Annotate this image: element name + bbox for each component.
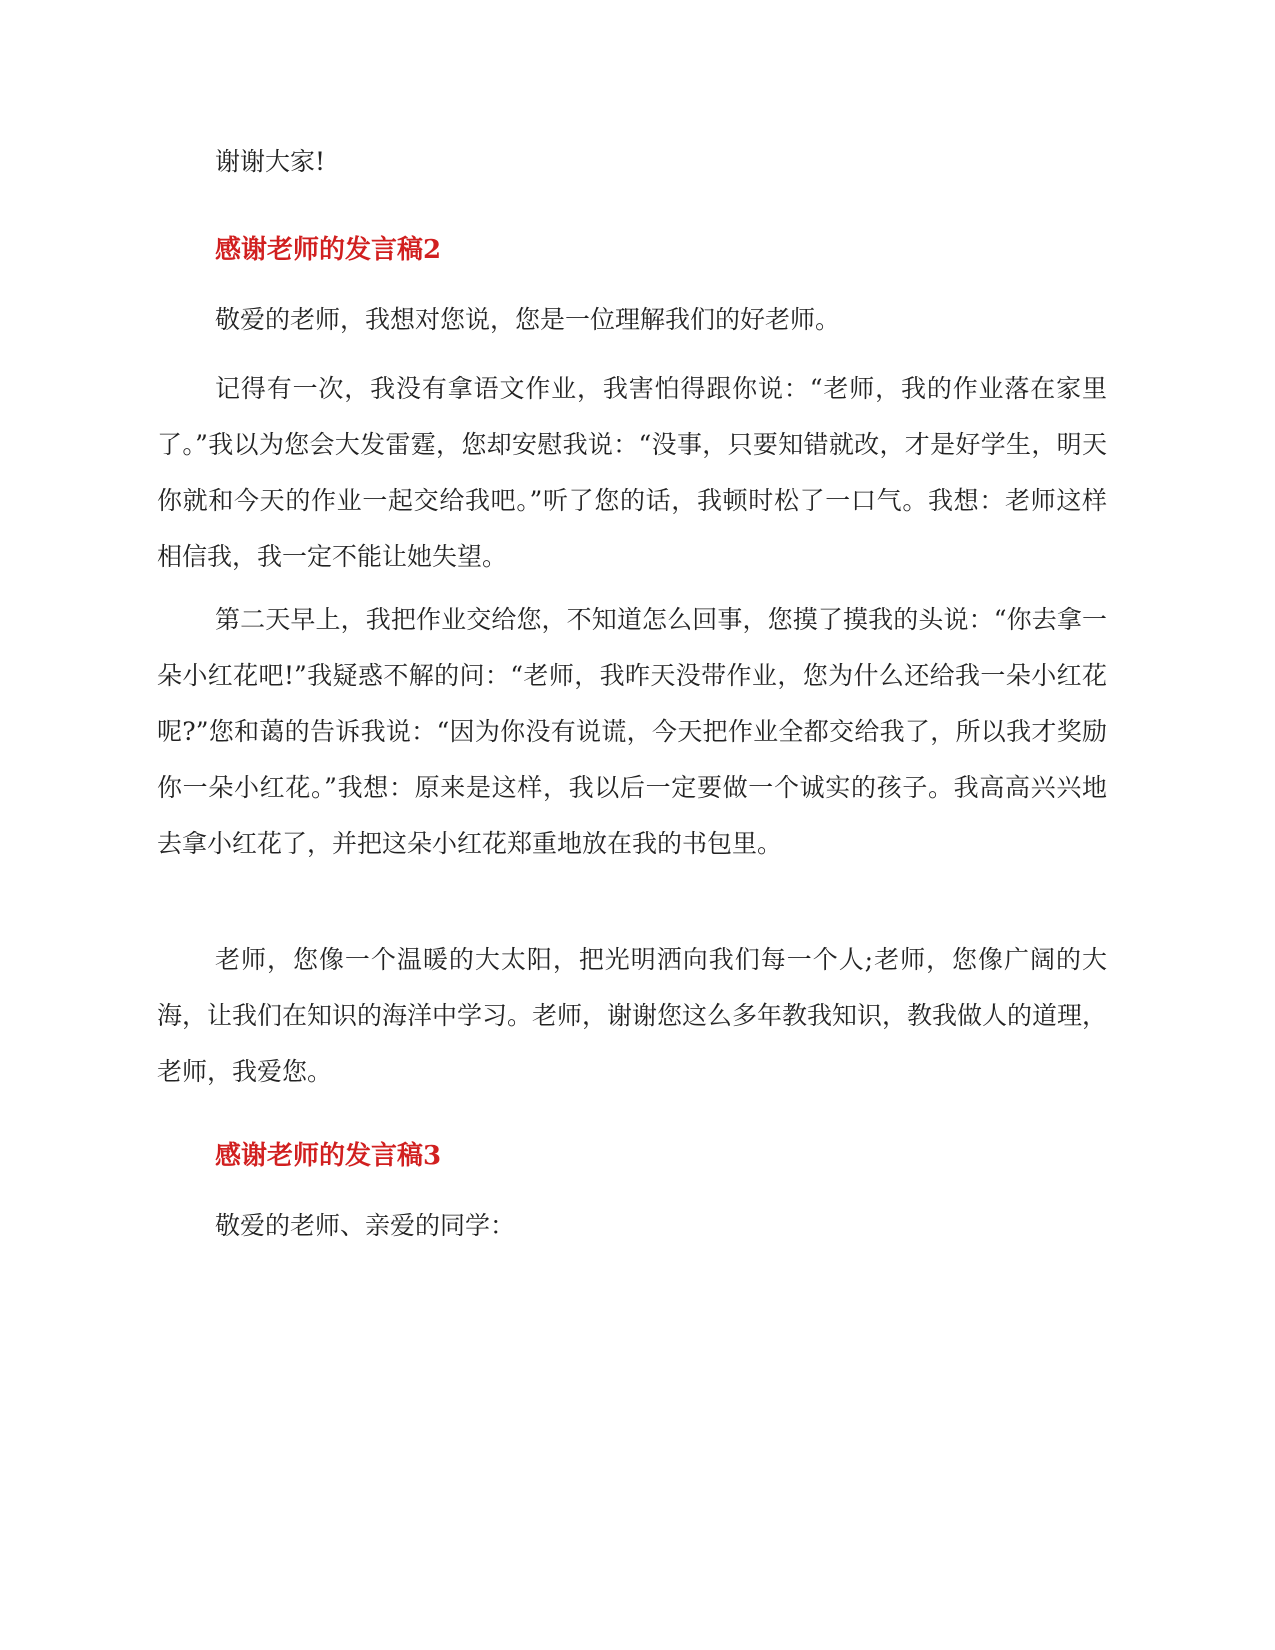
section-3-heading: 感谢老师的发言稿3	[215, 1141, 442, 1171]
closing-line: 谢谢大家!	[215, 147, 326, 176]
section-2-paragraph-2: 记得有一次，我没有拿语文作业，我害怕得跟你说：“老师，我的作业落在家里了。”我以为您会大发雷霆，您却安慰我说：“没事，只要知错就改，才是好学生，明天你就和今天的作业一起交给我吧。”听了您的话，我顿时松了一口气。我想：老师这样相信我，我一定不能让她失望。	[157, 374, 1107, 571]
section-3-paragraph-1: 敬爱的老师、亲爱的同学：	[215, 1211, 516, 1240]
section-2-paragraph-3: 第二天早上，我把作业交给您，不知道怎么回事，您摸了摸我的头说：“你去拿一朵小红花吧!”我疑惑不解的问：“老师，我昨天没带作业，您为什么还给我一朵小红花呢?”您和蔼的告诉我说：“因为你没有说谎，今天把作业全都交给我了，所以我才奖励你一朵小红花。”我想：原来是这样，我以后一定要做一个诚实的孩子。我高高兴兴地去拿小红花了，并把这朵小红花郑重地放在我的书包里。	[157, 605, 1107, 858]
section-2-paragraph-4: 老师，您像一个温暖的大太阳，把光明洒向我们每一个人;老师，您像广阔的大海，让我们在知识的海洋中学习。老师，谢谢您这么多年教我知识，教我做人的道理，老师，我爱您。	[157, 945, 1108, 1086]
section-2-paragraph-1: 敬爱的老师，我想对您说，您是一位理解我们的好老师。	[215, 305, 841, 334]
section-2-heading: 感谢老师的发言稿2	[215, 235, 442, 265]
